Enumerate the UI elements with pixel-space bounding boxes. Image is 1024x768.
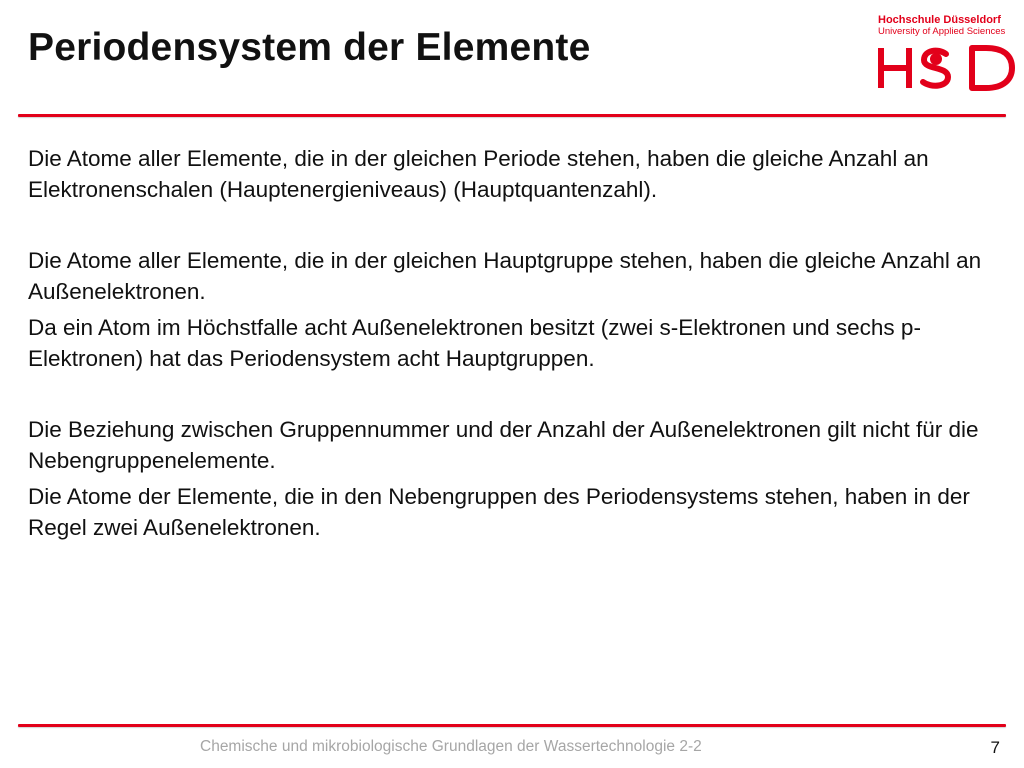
footer-course-title: Chemische und mikrobiologische Grundlagen der Wassertechnologie 2-2 — [200, 738, 702, 755]
paragraph-acht-hauptgruppen: Da ein Atom im Höchstfalle acht Außenelektronen besitzt (zwei s-Elektronen und sechs p-Elektronen) hat das Periodensystem acht Hauptgruppen. — [28, 315, 921, 371]
hsd-logo-mark — [876, 42, 1016, 92]
slide-body — [28, 143, 1003, 543]
page-number: 7 — [990, 738, 1000, 757]
paragraph-nebengruppen-ausnahme: Die Beziehung zwischen Gruppennummer und der Anzahl der Außenelektronen gilt nicht für die Nebengruppenelemente. — [28, 417, 979, 473]
slide-title: Periodensystem der Elemente — [28, 26, 591, 69]
footer-divider — [18, 724, 1006, 727]
hsd-logo — [876, 12, 1016, 94]
paragraph-periode: Die Atome aller Elemente, die in der gleichen Periode stehen, haben die gleiche Anzahl an Elektronenschalen (Hauptenergieniveaus) (Hauptquantenzahl). — [28, 146, 929, 202]
paragraph-hauptgruppe: Die Atome aller Elemente, die in der gleichen Hauptgruppe stehen, haben die gleiche Anzahl an Außenelektronen. — [28, 248, 982, 304]
paragraph-nebengruppen-aussenelektronen: Die Atome der Elemente, die in den Nebengruppen des Periodensystems stehen, haben in der Regel zwei Außenelektronen. — [28, 484, 970, 540]
logo-university-subtitle: University of Applied Sciences — [878, 26, 1006, 37]
title-divider — [18, 114, 1006, 117]
logo-university-name: Hochschule Düsseldorf — [878, 14, 1001, 26]
